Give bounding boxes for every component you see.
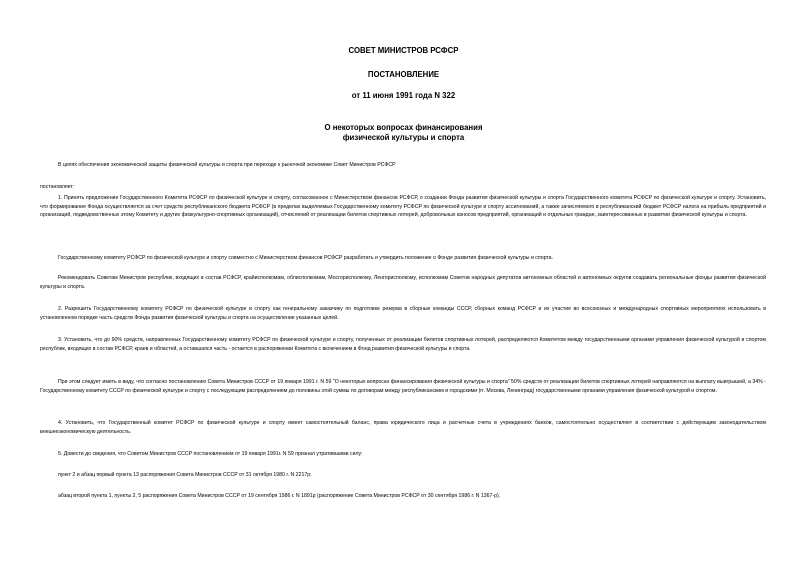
preamble-paragraph: В целях обеспечения экономической защиты физической культуры и спорта при переходе к рыночной экономике Совет Министров РСФСР bbox=[58, 162, 396, 168]
clause-3-note-paragraph: При этом следует иметь в виду, что согласно постановлению Совета Министров СССР от 19 января 1991 г. N 59 "О некоторых вопросах финансирования физической культуры и спорта" 50% средств от реализации билетов спортивных лотерей направляются на выплату выигрышей, а 34% - Государственному комитету СССР по физической культуре и спорту с последующим распределением до половины этой суммы по договорам между республиканским и городскими (гг. Москва, Ленинград) государственными органами управления физической культурой и спортом. bbox=[40, 379, 766, 394]
clause-1-paragraph: 1. Принять предложение Государственного Комитета РСФСР по физической культуре и спорту, согласованное с Министерством финансов РСФСР, о создании Фонда развития физической культуры и спорта Государственного комитета РСФСР по физической культуре и спорту. Установить, что формирование Фонда осуществляется за счет средств республиканского бюджета РСФСР (в пределах выделяемых Государственному комитету РСФСР по физической культуре и спорту ассигнований, а также зачисляемого в республиканский бюджет РСФСР налога на прибыль предприятий и организаций, подведомственных этому Комитету и других физкультурно-спортивных организаций), отчислений от реализации билетов спортивных лотерей, добровольных взносов предприятий, организаций и отдельных граждан, заинтересованных в развитии физической культуры и спорта. bbox=[40, 195, 766, 219]
clause-2-paragraph: 2. Разрешить Государственному комитету РСФСР по физической культуре и спорту как генеральному заказчику по подготовке резерва в сборные команды СССР, сборных команд РСФСР и их участие во всесоюзных и международных спортивных мероприятиях использовать в установленном порядке часть средств Фонда развития физической культуры и спорта на осуществление указанных целей. bbox=[40, 306, 766, 321]
resolves-paragraph: постановляет: bbox=[40, 184, 75, 190]
document-title-line-1: О некоторых вопросах финансирования bbox=[324, 123, 483, 132]
clause-5-paragraph: 5. Довести до сведения, что Советом Министров СССР постановлением от 19 января 1991г. N 59 признал утратившими силу: bbox=[58, 451, 363, 457]
clause-1-regulation-paragraph: Государственному комитету РСФСР по физической культуре и спорту совместно с Министерством финансов РСФСР разработать и утвердить положение о Фонде развития физической культуры и спорта. bbox=[58, 255, 554, 261]
document-title bbox=[0, 123, 807, 142]
repealed-item-2-paragraph: абзац второй пункта 1, пункты 2, 5 распоряжения Совета Министров СССР от 19 сентября 1986 г. N 1891р (распоряжение Совета Министров РСФСР от 30 сентября 1986 г. N 1367-р). bbox=[58, 493, 501, 499]
issuing-authority: СОВЕТ МИНИСТРОВ РСФСР bbox=[348, 46, 459, 55]
document-title-line-2: физической культуры и спорта bbox=[342, 132, 465, 142]
clause-3-paragraph: 3. Установить, что до 90% средств, направленных Государственному комитету РСФСР по физической культуре и спорту, полученных от реализации билетов спортивных лотерей, распределяются Комитетом между государственными органами управления физической культурой и спортом республик, входящих в состав РСФСР, краев и областей, а оставшаяся часть - остается в распоряжении Комитета с включением в Фонд развития физической культуры и спорта. bbox=[40, 337, 766, 352]
clause-1-recommendation-paragraph: Рекомендовать Советам Министров республик, входящих в состав РСФСР, крайисполкомам, облисполкомам, Мосгорисполкому, Ленгорисполкому, исполкомам Советов народных депутатов автономных областей и автономных округов создавать региональные фонды развития физической культуры и спорта. bbox=[40, 275, 766, 290]
clause-4-paragraph: 4. Установить, что Государственный комитет РСФСР по физической культуре и спорту имеет самостоятельный баланс, права юридического лица и расчетные счета в учреждениях банков, самостоятельно осуществляет в соответствии с действующим законодательством внешнеэкономическую деятельность. bbox=[40, 420, 766, 435]
document-date-number: от 11 июня 1991 года N 322 bbox=[351, 91, 456, 100]
repealed-item-1-paragraph: пункт 2 и абзац первый пункта 13 распоряжения Совета Министров СССР от 31 октября 1980 г. N 2217р; bbox=[58, 472, 312, 478]
document-type: ПОСТАНОВЛЕНИЕ bbox=[367, 70, 440, 79]
